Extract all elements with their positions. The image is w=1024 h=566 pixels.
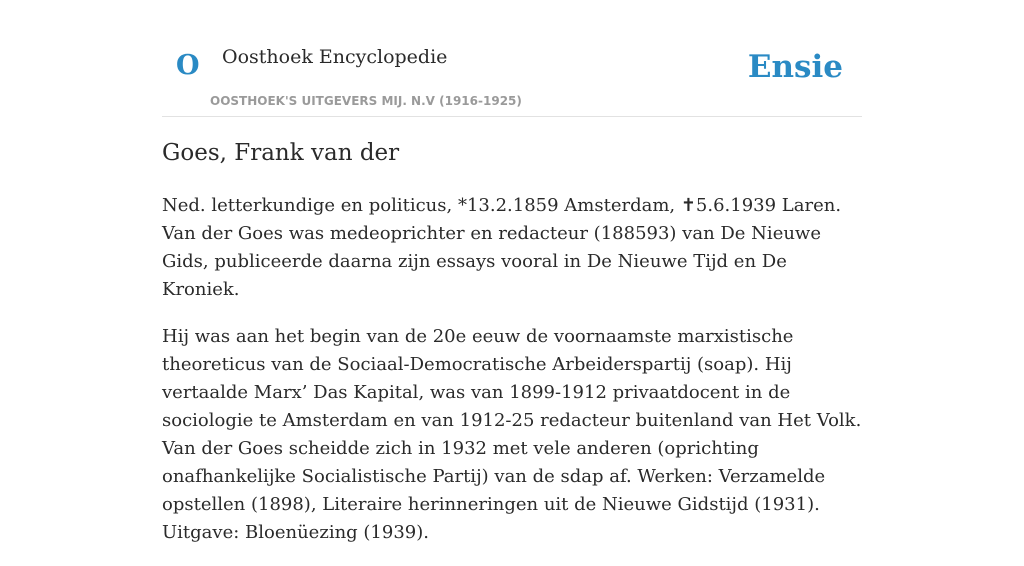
article-body <box>162 192 862 566</box>
brand-logo-link[interactable]: Ensie <box>747 49 843 85</box>
article-title: Goes, Frank van der <box>162 140 400 166</box>
source-title-link[interactable]: Oosthoek Encyclopedie <box>222 46 448 68</box>
article-paragraph: Ned. letterkundige en politicus, *13.2.1859 Amsterdam, ✝5.6.1939 Laren. Van der Goes was medeoprichter en redacteur (188593) van De Nieuwe Gids, publiceerde daarna zijn essays vooral in De Nieuwe Tijd en De Kroniek. <box>162 195 842 300</box>
article-paragraph: Hij was aan het begin van de 20e eeuw de voornaamste marxistische theoreticus van de Sociaal-Democratische Arbeiderspartij (soap). Hij vertaalde Marx’ Das Kapital, was van 1899-1912 privaatdocent in de sociologie te Amsterdam en van 1912-25 redacteur buitenland van Het Volk. Van der Goes scheidde zich in 1932 met vele anderen (oprichting onafhankelijke Socialistische Partij) van de sdap af. Werken: Verzamelde opstellen (1898), Literaire herinneringen uit de Nieuwe Gidstijd (1931). Uitgave: Bloenüezing (1939). <box>162 326 862 543</box>
source-logo[interactable]: O <box>176 50 200 81</box>
source-header <box>162 0 862 117</box>
source-publisher: OOSTHOEK'S UITGEVERS MIJ. N.V (1916-1925) <box>210 94 522 108</box>
